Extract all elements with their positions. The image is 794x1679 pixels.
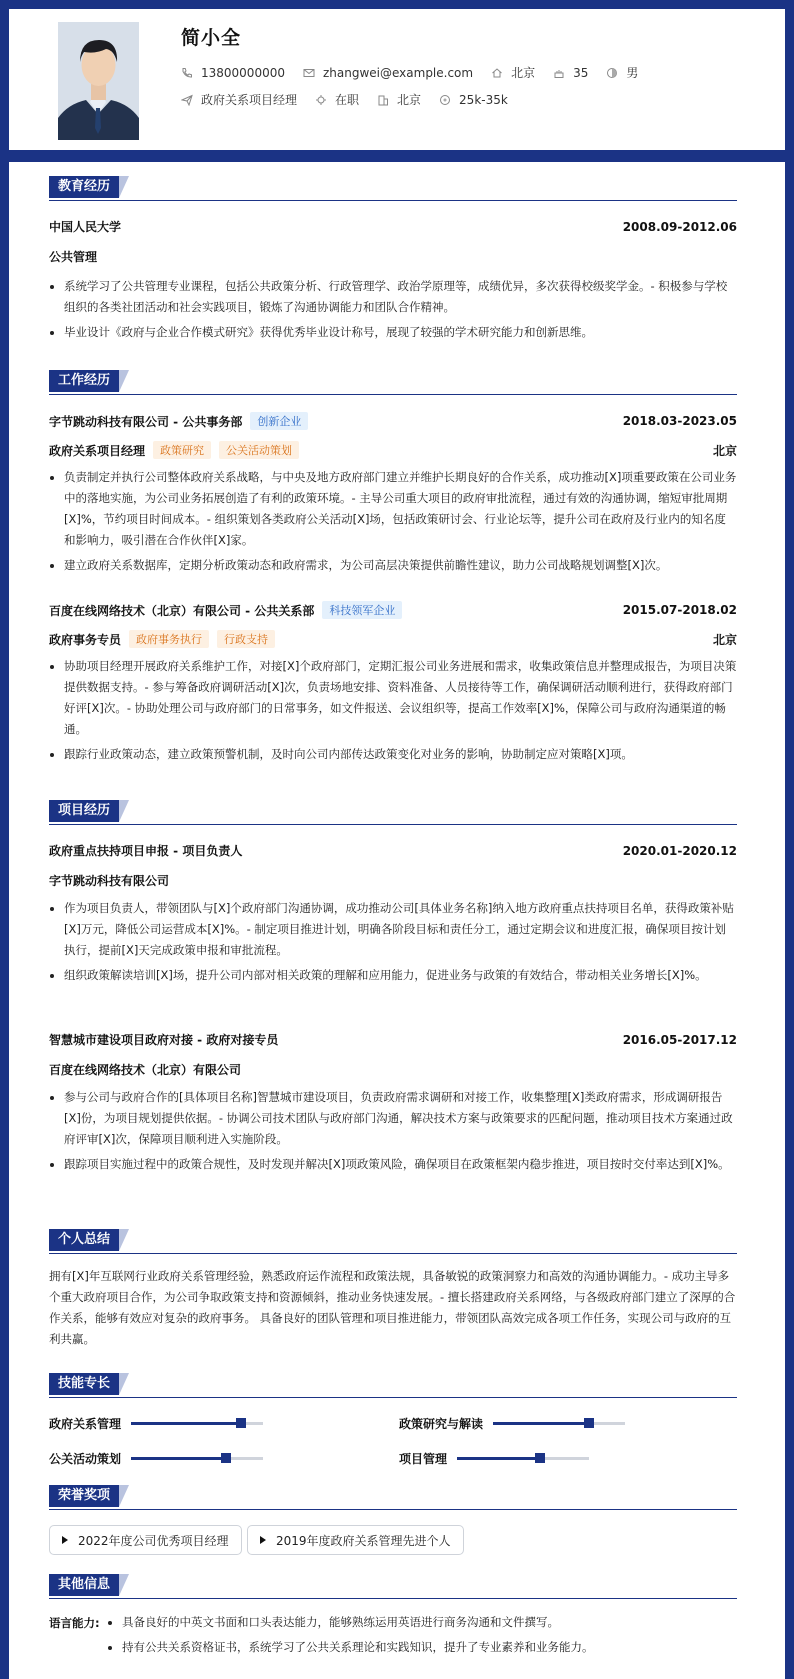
arrow-right-icon [62, 1536, 68, 1544]
list-item: 系统学习了公共管理专业课程，包括公共政策分析、行政管理学、政治学原理等，成绩优异，多次获得校级奖学金。- 积极参与学校组织的各类社团活动和社会实践项目，锻炼了沟通协调能力和团队合作精神。 [49, 276, 737, 318]
skill-bar [493, 1422, 625, 1425]
project-date: 2016.05-2017.12 [622, 1032, 737, 1047]
position-text: 政府关系项目经理 [201, 93, 298, 107]
section-awards [49, 1485, 737, 1507]
skill-item [49, 1415, 263, 1432]
education-major-row [49, 248, 737, 265]
company-name: 字节跳动科技有限公司 - 公共事务部 [49, 414, 243, 429]
candidate-name: 简小全 [181, 27, 242, 49]
role-tag: 政策研究 [153, 441, 211, 459]
work-role-row-1 [49, 441, 737, 459]
skill-name: 项目管理 [399, 1452, 448, 1466]
section-other [49, 1574, 737, 1596]
company-tag: 创新企业 [250, 412, 308, 430]
skill-bar [131, 1422, 263, 1425]
project-company: 字节跳动科技有限公司 [49, 874, 170, 888]
job-intent-row [181, 91, 526, 108]
phone-text: 13800000000 [201, 65, 285, 80]
gender-text: 男 [626, 66, 639, 80]
list-item: 组织政策解读培训[X]场，提升公司内部对相关政策的理解和应用能力，促进业务与政策的有效结合，带动相关业务增长[X]%。 [49, 965, 737, 986]
project-title: 政府重点扶持项目申报 - 项目负责人 [49, 844, 243, 858]
education-date: 2008.09-2012.06 [622, 219, 737, 234]
award-text: 2019年度政府关系管理先进个人 [276, 1533, 451, 1548]
role-name: 政府关系项目经理 [49, 443, 146, 458]
age-item [553, 66, 588, 80]
other-label: 语言能力: [49, 1616, 100, 1630]
work-location: 北京 [712, 443, 737, 458]
list-item: 跟踪行业政策动态，建立政策预警机制，及时向公司内部传达政策变化对业务的影响，协助制定应对策略[X]项。 [49, 744, 737, 765]
role-tag: 行政支持 [217, 630, 275, 648]
project-header-2 [49, 1031, 737, 1048]
company-name: 百度在线网络技术（北京）有限公司 - 公共关系部 [49, 603, 315, 618]
age-text: 35 [573, 65, 589, 80]
age-icon [553, 67, 565, 79]
list-item: 跟踪项目实施过程中的政策合规性，及时发现并解决[X]项政策风险，确保项目在政策框架内稳步推进，项目按时交付率达到[X]%。 [49, 1154, 737, 1175]
work-location: 北京 [712, 632, 737, 647]
hometown-text: 北京 [511, 66, 536, 80]
section-projects [49, 800, 737, 822]
salary-icon [439, 94, 451, 106]
education-bullets [49, 276, 737, 347]
status-icon [315, 94, 327, 106]
project-company-row-2 [49, 1061, 737, 1078]
resume-header [0, 0, 794, 162]
status-text: 在职 [335, 93, 360, 107]
section-summary-title: 个人总结 [49, 1229, 119, 1251]
home-icon [491, 67, 503, 79]
work-bullets-1 [49, 467, 737, 580]
email-item [303, 66, 473, 80]
city-item [377, 91, 421, 108]
list-item: 建立政府关系数据库，定期分析政策动态和政府需求，为公司高层决策提供前瞻性建议，助力公司战略规划调整[X]次。 [49, 555, 737, 576]
role-name: 政府事务专员 [49, 632, 122, 647]
building-icon [377, 94, 389, 106]
skill-name: 政府关系管理 [49, 1417, 122, 1431]
hometown-item [491, 64, 535, 81]
project-header-1 [49, 842, 737, 859]
position-item [181, 91, 297, 108]
list-item: 毕业设计《政府与企业合作模式研究》获得优秀毕业设计称号，展现了较强的学术研究能力和创新思维。 [49, 322, 737, 343]
major-name: 公共管理 [49, 250, 98, 264]
work-date: 2018.03-2023.05 [622, 414, 737, 428]
project-company-row-1 [49, 872, 737, 889]
gender-item [606, 64, 638, 81]
work-header-1 [49, 412, 737, 430]
salary-text: 25k-35k [459, 92, 508, 107]
work-bullets-2 [49, 656, 737, 769]
summary-text: 拥有[X]年互联网行业政府关系管理经验，熟悉政府运作流程和政策法规，具备敏锐的政策洞察力和高效的沟通协调能力。- 成功主导多个重大政府项目合作，为公司争取政策支持和资源倾斜，推动业务快速发展。- 擅长搭建政府关系网络，与各级政府部门建立了深厚的合作关系，能够有效应对复杂的政府事务。 具备良好的团队管理和项目推进能力，带领团队高效完成各项工作任务，实现公司与政府的互利共赢。 [49, 1269, 736, 1346]
work-header-2 [49, 601, 737, 619]
skill-name: 公关活动策划 [49, 1452, 122, 1466]
section-skills [49, 1373, 737, 1395]
section-education-title: 教育经历 [49, 176, 119, 198]
phone-icon [181, 67, 193, 79]
city-text: 北京 [397, 93, 422, 107]
section-skills-title: 技能专长 [49, 1373, 119, 1395]
work-date: 2015.07-2018.02 [622, 603, 737, 617]
list-item: 持有公共关系资格证书，系统学习了公共关系理论和实践知识，提升了专业素养和业务能力。 [107, 1637, 737, 1658]
skill-bar [457, 1457, 589, 1460]
project-bullets-2 [49, 1087, 737, 1179]
project-title: 智慧城市建设项目政府对接 - 政府对接专员 [49, 1033, 279, 1047]
email-text: zhangwei@example.com [322, 65, 474, 80]
project-date: 2020.01-2020.12 [622, 843, 737, 858]
section-work-title: 工作经历 [49, 370, 119, 392]
list-item: 负责制定并执行公司整体政府关系战略，与中央及地方政府部门建立并维护长期良好的合作关系，成功推动[X]项重要政策在公司业务中的落地实施，为公司业务拓展创造了有利的政策环境。- 主导公司重大项目的政府审批流程，通过有效的沟通协调，缩短审批周期[X]%，节约项目时间成本。- 组织策划各类政府公关活动[X]场，包括政策研讨会、行业论坛等，提升公司在政府及行业内的知名度和影响力，吸引潜在合作伙伴[X]家。 [49, 467, 737, 551]
list-item: 参与公司与政府合作的[具体项目名称]智慧城市建设项目，负责政府需求调研和对接工作，收集整理[X]类政府需求，形成调研报告[X]份，为项目规划提供依据。- 协调公司技术团队与政府部门沟通，解决技术方案与政策要求的匹配问题，推动项目技术方案通过政府评审[X]次，保障项目顺利进入实施阶段。 [49, 1087, 737, 1150]
company-tag: 科技领军企业 [322, 601, 402, 619]
salary-item [439, 93, 508, 107]
section-education [49, 176, 737, 198]
skill-bar [131, 1457, 263, 1460]
section-projects-title: 项目经历 [49, 800, 119, 822]
section-awards-title: 荣誉奖项 [49, 1485, 119, 1507]
contact-row [181, 64, 656, 81]
arrow-right-icon [260, 1536, 266, 1544]
role-tag: 公关活动策划 [219, 441, 299, 459]
skill-item [399, 1415, 625, 1432]
other-bullets [107, 1612, 737, 1662]
status-item [315, 91, 359, 108]
list-item: 具备良好的中英文书面和口头表达能力，能够熟练运用英语进行商务沟通和文件撰写。 [107, 1612, 737, 1633]
award-chip [247, 1525, 464, 1555]
role-tag: 政府事务执行 [129, 630, 209, 648]
send-icon [181, 94, 193, 106]
list-item: 协助项目经理开展政府关系维护工作，对接[X]个政府部门，定期汇报公司业务进展和需求，收集政策信息并整理成报告，为项目决策提供数据支持。- 参与筹备政府调研活动[X]次，负责场地安排、资料准备、人员接待等工作，确保调研活动顺利进行，获得政府部门好评[X]次。- 协助处理公司与政府部门的日常事务，如文件报送、会议组织等，提高工作效率[X]%，保障公司与政府沟通渠道的畅通。 [49, 656, 737, 740]
gender-icon [606, 67, 618, 79]
school-name: 中国人民大学 [49, 220, 122, 234]
list-item: 作为项目负责人，带领团队与[X]个政府部门沟通协调，成功推动公司[具体业务名称]纳入地方政府重点扶持项目名单，获得政策补贴[X]万元，降低公司运营成本[X]%。- 制定项目推进计划，明确各阶段目标和责任分工，通过定期会议和进度汇报，确保项目按计划执行，提前[X]天完成政策申报和审批流程。 [49, 898, 737, 961]
skill-item [49, 1450, 263, 1467]
project-company: 百度在线网络技术（北京）有限公司 [49, 1063, 242, 1077]
section-other-title: 其他信息 [49, 1574, 119, 1596]
skill-item [399, 1450, 589, 1467]
project-bullets-1 [49, 898, 737, 990]
mail-icon [303, 67, 315, 79]
skill-name: 政策研究与解读 [399, 1417, 484, 1431]
work-role-row-2 [49, 630, 737, 648]
award-text: 2022年度公司优秀项目经理 [78, 1533, 229, 1548]
avatar [58, 22, 139, 140]
phone-item [181, 66, 285, 80]
award-chip [49, 1525, 242, 1555]
education-header [49, 218, 737, 235]
section-summary [49, 1229, 737, 1251]
section-work [49, 370, 737, 392]
